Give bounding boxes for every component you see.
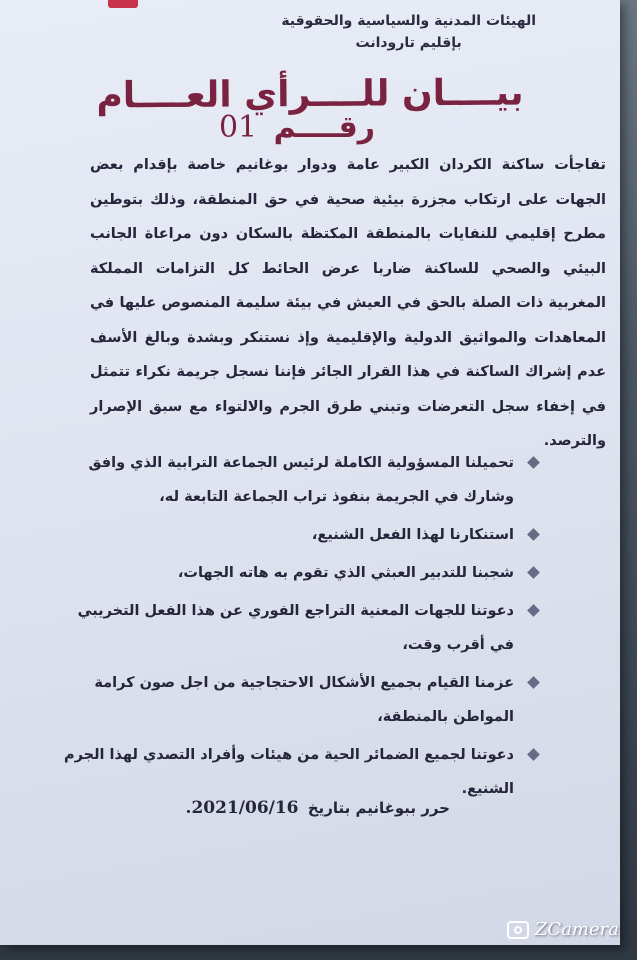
signature-text: حرر ببوغانيم بتاريخ bbox=[307, 799, 450, 817]
bullet-diamond-icon bbox=[527, 676, 540, 689]
camera-icon bbox=[507, 921, 529, 939]
statement-body bbox=[90, 148, 606, 459]
demands-list bbox=[60, 446, 540, 810]
demand-text: استنكارنا لهذا الفعل الشنيع، bbox=[311, 527, 514, 543]
bullet-diamond-icon bbox=[527, 748, 540, 761]
bullet-diamond-icon bbox=[527, 456, 540, 469]
org-line-2: بإقليم تارودانت bbox=[355, 35, 462, 51]
bullet-diamond-icon bbox=[527, 566, 540, 579]
watermark-label: ZCamera bbox=[534, 919, 619, 940]
org-line-1: الهيئات المدنية والسياسية والحقوقية bbox=[281, 13, 536, 29]
statement-title: بيــــان للــــرأي العــــام bbox=[96, 72, 524, 117]
bullet-diamond-icon bbox=[527, 604, 540, 617]
demand-text: تحميلنا المسؤولية الكاملة لرئيس الجماعة الترابية الذي وافق وشارك في الجريمة بنفوذ تراب الجماعة التابعة له، bbox=[88, 455, 514, 505]
demand-text: شجبنا للتدبير العبثي الذي تقوم به هاته الجهات، bbox=[177, 565, 514, 581]
demand-text: دعوتنا لجميع الضمائر الحية من هيئات وأفراد التصدي لهذا الجرم الشنيع. bbox=[63, 747, 514, 797]
statement-number bbox=[0, 110, 594, 145]
demand-item-4 bbox=[60, 594, 540, 662]
bullet-diamond-icon bbox=[527, 528, 540, 541]
demand-text: دعوتنا للجهات المعنية التراجع الفوري عن هذا الفعل التخريبي في أقرب وقت، bbox=[77, 603, 514, 653]
body-paragraph: تفاجأت ساكنة الكردان الكبير عامة ودوار بوغانيم خاصة بإقدام بعض الجهات على ارتكاب مجزرة بيئية صحية في حق المنطقة، وذلك بتوطين مطرح إقليمي للنفايات بالمنطقة المكتظة بالسكان دون مراعاة الجانب البيئي والصحي للساكنة ضاربا عرض الحائط كل التزامات المملكة المغربية ذات الصلة بالحق في العيش في بيئة سليمة المنصوص عليها في المعاهدات والمواثيق الدولية والإقليمية وإذ نستنكر وبشدة وبالغ الأسف عدم إشراك الساكنة في هذا القرار الجائر فإننا نسجل جريمة نكراء تتمثل في إخفاء سجل التعرضات وتبني طرق الجرم والالتواء مع سبق الإصرار والترصد. bbox=[90, 157, 606, 449]
red-tab-mark bbox=[108, 0, 138, 8]
number-label: رقــــم bbox=[273, 110, 376, 145]
organization-header bbox=[281, 10, 536, 54]
signature-date: 2021/06/16. bbox=[185, 798, 299, 818]
demand-item-3 bbox=[60, 556, 540, 590]
demand-item-5 bbox=[60, 666, 540, 734]
zcamera-watermark bbox=[507, 919, 619, 940]
demand-item-6 bbox=[60, 738, 540, 806]
demand-item-1 bbox=[60, 446, 540, 514]
signature-line bbox=[186, 798, 450, 818]
demand-item-2 bbox=[60, 518, 540, 552]
demand-text: عزمنا القيام بجميع الأشكال الاحتجاجية من اجل صون كرامة المواطن بالمنطقة، bbox=[94, 675, 514, 725]
number-value: 01 bbox=[218, 110, 258, 145]
